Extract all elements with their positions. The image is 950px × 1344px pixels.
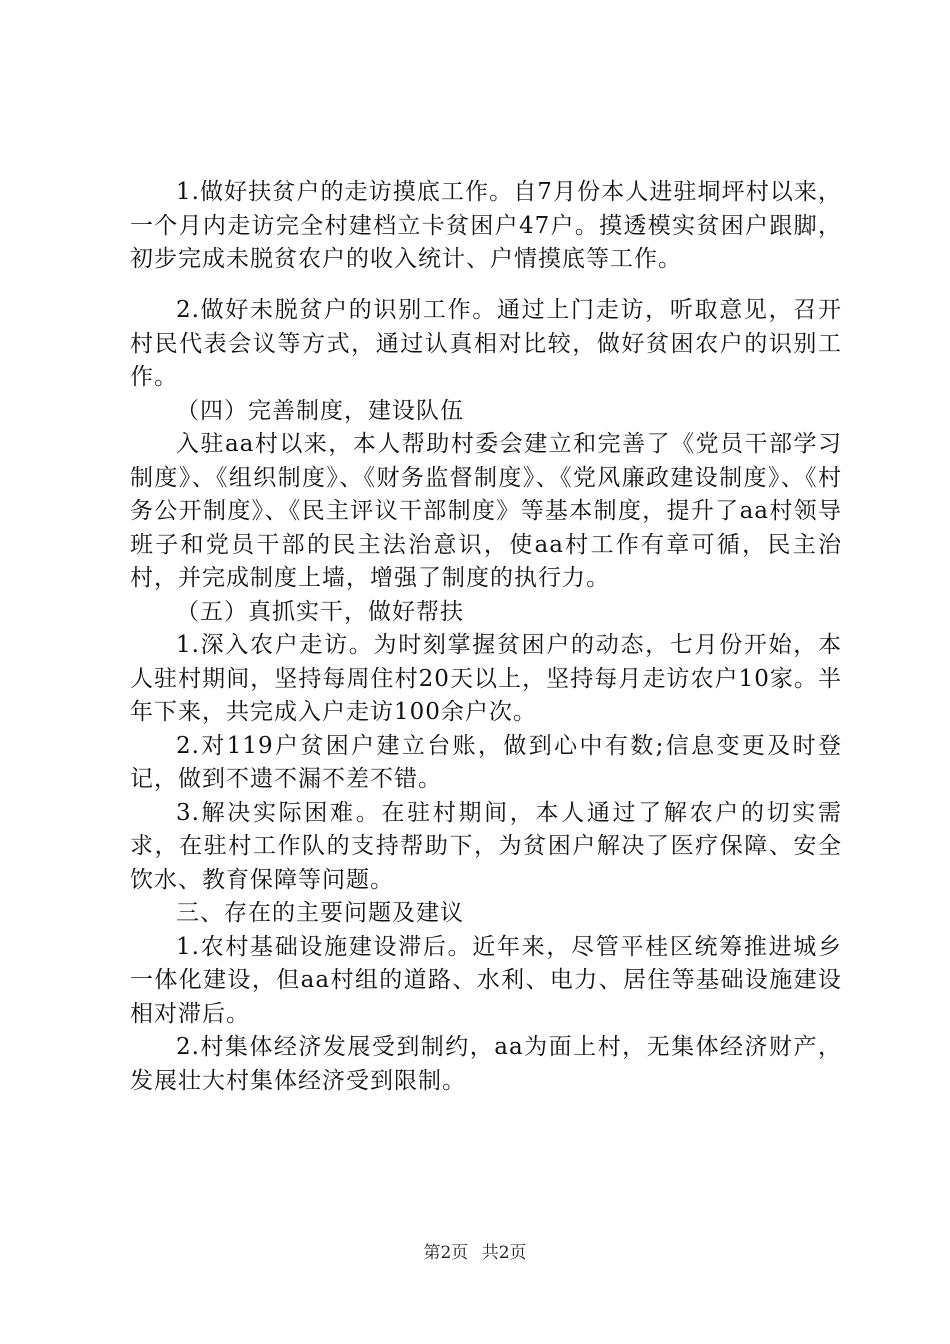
page-footer	[0, 1241, 950, 1265]
section-heading-5: （五）真抓实干，做好帮扶	[176, 598, 464, 625]
paragraph-difficulties: 3.解决实际困难。在驻村期间，本人通过了解农户的切实需求，在驻村工作队的支持帮助下，为贫困户解决了医疗保障、安全饮水、教育保障等问题。	[130, 799, 842, 893]
section-heading-problems: 三、存在的主要问题及建议	[176, 900, 464, 926]
body-block-1	[130, 176, 842, 277]
paragraph-ledger: 2.对119户贫困户建立台账，做到心中有数;信息变更及时登记，做到不遗不漏不差不错。	[130, 732, 842, 792]
paragraph-identification: 2.做好未脱贫户的识别工作。通过上门走访，听取意见，召开村民代表会议等方式，通过认真相对比较，做好贫困农户的识别工作。	[130, 297, 842, 390]
paragraph-collective-economy: 2.村集体经济发展受到制约，aa为面上村，无集体经济财产，发展壮大村集体经济受到限制。	[130, 1034, 842, 1094]
page-number: 第2页	[423, 1243, 469, 1263]
page-total: 共2页	[481, 1243, 527, 1263]
paragraph-systems: 入驻aa村以来，本人帮助村委会建立和完善了《党员干部学习制度》、《组织制度》、《财务监督制度》、《党风廉政建设制度》、《村务公开制度》、《民主评议干部制度》等基本制度，提升了aa村领导班子和党员干部的民主法治意识，使aa村工作有章可循，民主治村，并完成制度上墙，增强了制度的执行力。	[130, 431, 842, 591]
paragraph-infrastructure: 1.农村基础设施建设滞后。近年来，尽管平桂区统筹推进城乡一体化建设，但aa村组的道路、水利、电力、居住等基础设施建设相对滞后。	[130, 933, 842, 1027]
paragraph-household-visits: 1.深入农户走访。为时刻掌握贫困户的动态，七月份开始，本人驻村期间，坚持每周住村20天以上，坚持每月走访农户10家。半年下来，共完成入户走访100余户次。	[130, 632, 842, 725]
paragraph-visit-survey: 1.做好扶贫户的走访摸底工作。自7月份本人进驻垌坪村以来，一个月内走访完全村建档立卡贫困户47户。摸透模实贫困户跟脚，初步完成未脱贫农户的收入统计、户情摸底等工作。	[130, 179, 842, 272]
body-block-2	[130, 294, 842, 1098]
section-heading-4: （四）完善制度，建设队伍	[176, 397, 464, 424]
